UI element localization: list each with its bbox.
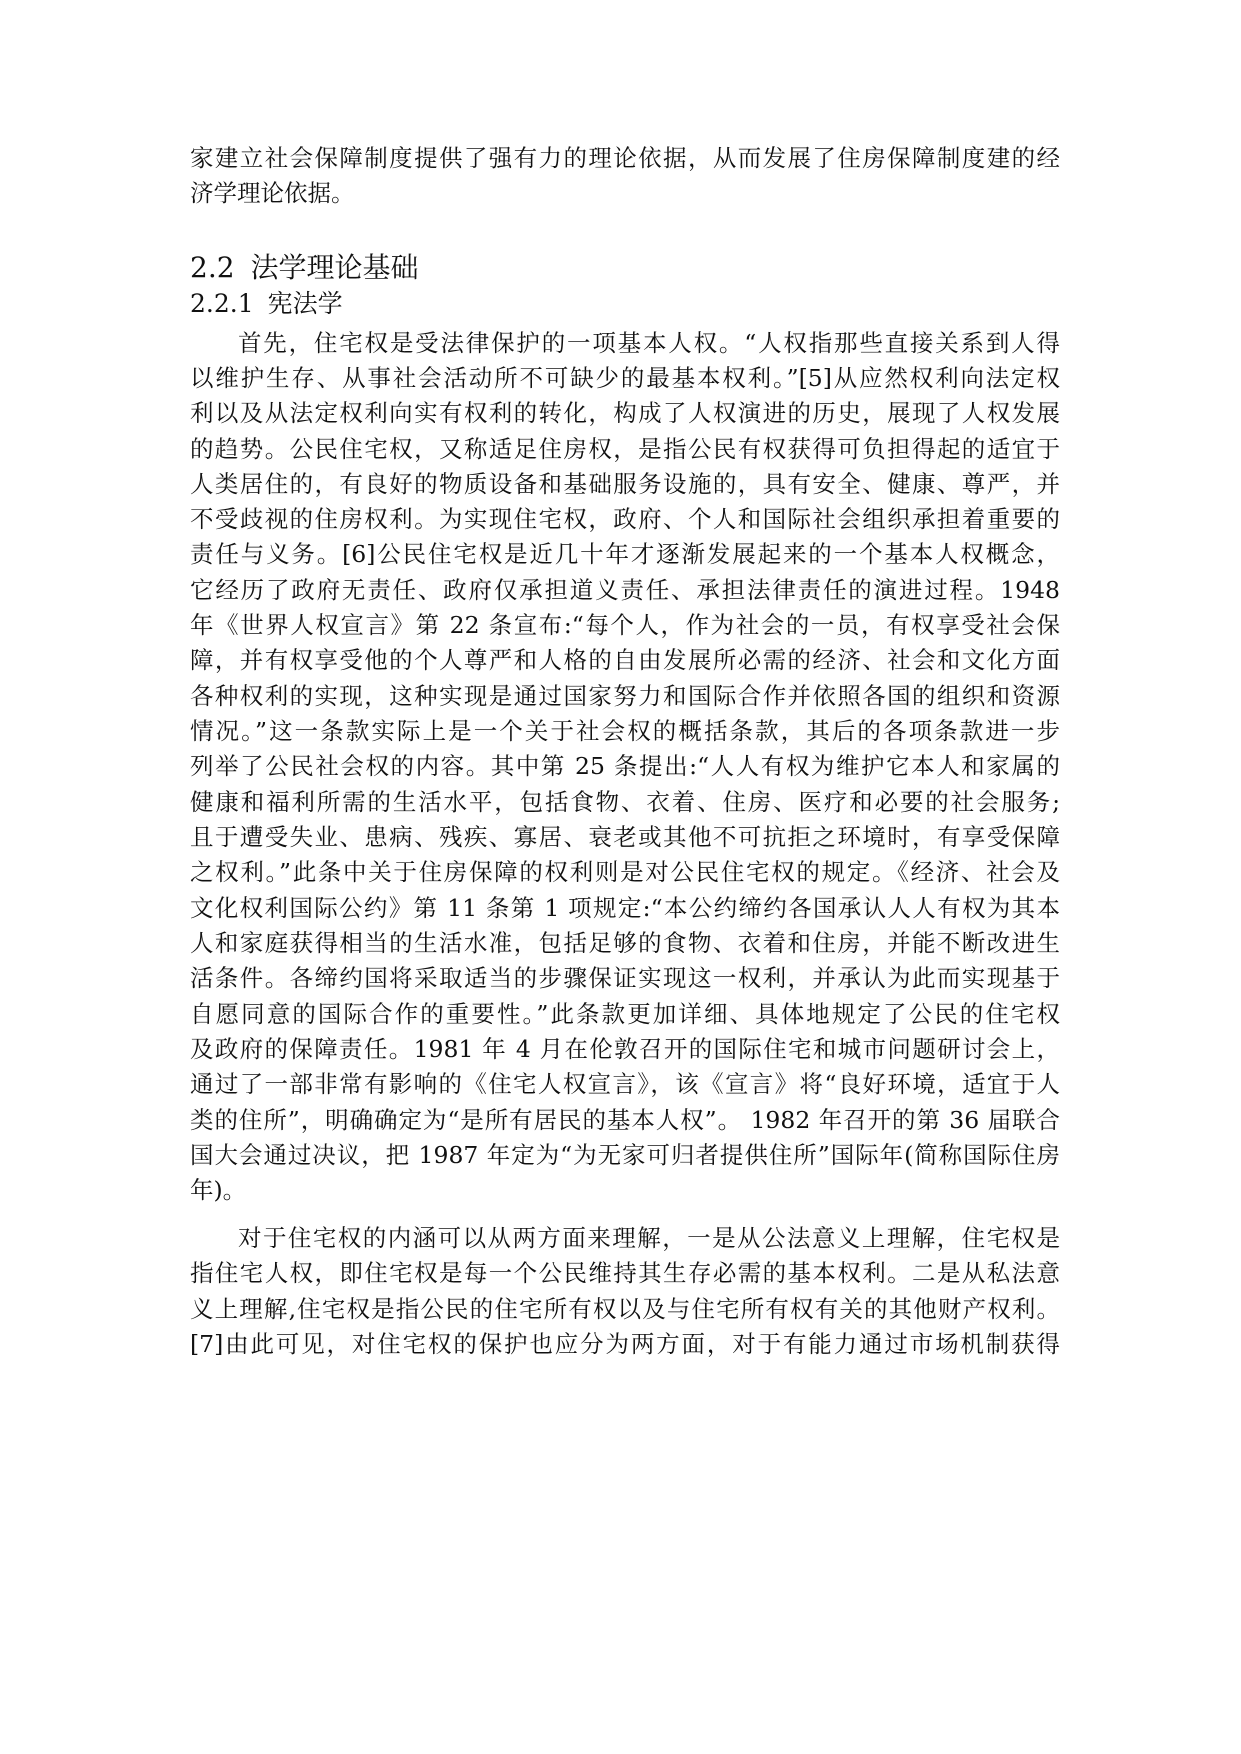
text-line: 年《世界人权宣言》第 22 条宣布:“每个人，作为社会的一员，有权享受社会保 (190, 611, 1060, 639)
text-line: 情况。”这一条款实际上是一个关于社会权的概括条款，其后的各项条款进一步 (190, 717, 1060, 745)
text-line: 文化权利国际公约》第 11 条第 1 项规定:“本公约缔约各国承认人人有权为其本 (190, 894, 1060, 922)
text-line: 人类居住的，有良好的物质设备和基础服务设施的，具有安全、健康、尊严，并 (190, 470, 1060, 498)
text-line: 义上理解,住宅权是指公民的住宅所有权以及与住宅所有权有关的其他财产权利。 (190, 1295, 1060, 1323)
text-line: 通过了一部非常有影响的《住宅人权宣言》，该《宣言》将“良好环境，适宜于人 (190, 1070, 1060, 1098)
text-line: 健康和福利所需的生活水平，包括食物、衣着、住房、医疗和必要的社会服务; (190, 788, 1060, 816)
text-line: 年)。 (190, 1176, 247, 1204)
text-line: 不受歧视的住房权利。为实现住宅权，政府、个人和国际社会组织承担着重要的 (190, 505, 1060, 533)
text-line: 首先，住宅权是受法律保护的一项基本人权。“人权指那些直接关系到人得 (238, 329, 1060, 357)
text-line: 的趋势。公民住宅权，又称适足住房权，是指公民有权获得可负担得起的适宜于 (190, 435, 1060, 463)
text-line: 及政府的保障责任。1981 年 4 月在伦敦召开的国际住宅和城市问题研讨会上， (190, 1035, 1060, 1063)
text-line: 家建立社会保障制度提供了强有力的理论依据，从而发展了住房保障制度建的经 (190, 144, 1060, 172)
text-line: 列举了公民社会权的内容。其中第 25 条提出:“人人有权为维护它本人和家属的 (190, 752, 1060, 780)
text-line: 责任与义务。[6]公民住宅权是近几十年才逐渐发展起来的一个基本人权概念， (190, 540, 1060, 568)
text-line: 国大会通过决议，把 1987 年定为“为无家可归者提供住所”国际年(简称国际住房 (190, 1141, 1060, 1169)
text-line: 各种权利的实现，这种实现是通过国家努力和国际合作并依照各国的组织和资源 (190, 682, 1060, 710)
text-line: 它经历了政府无责任、政府仅承担道义责任、承担法律责任的演进过程。1948 (190, 576, 1060, 604)
text-line: 人和家庭获得相当的生活水准，包括足够的食物、衣着和住房，并能不断改进生 (190, 929, 1060, 957)
text-line: 利以及从法定权利向实有权利的转化，构成了人权演进的历史，展现了人权发展 (190, 399, 1060, 427)
text-line: 指住宅人权，即住宅权是每一个公民维持其生存必需的基本权利。二是从私法意 (190, 1259, 1060, 1287)
text-line: 之权利。”此条中关于住房保障的权利则是对公民住宅权的规定。《经济、社会及 (190, 858, 1060, 886)
subsection-heading-2-2-1 (190, 288, 343, 320)
subsection-number: 2.2.1 (190, 289, 254, 318)
text-line: 以维护生存、从事社会活动所不可缺少的最基本权利。”[5]从应然权利向法定权 (190, 364, 1060, 392)
text-line: 活条件。各缔约国将采取适当的步骤保证实现这一权利，并承认为此而实现基于 (190, 964, 1060, 992)
subsection-title: 宪法学 (267, 289, 343, 318)
section-title: 法学理论基础 (250, 251, 419, 284)
section-heading-2-2 (190, 250, 419, 286)
text-line: 类的住所”，明确确定为“是所有居民的基本人权”。 1982 年召开的第 36 届联合 (190, 1106, 1060, 1134)
text-line: 且于遭受失业、患病、残疾、寡居、衰老或其他不可抗拒之环境时，有享受保障 (190, 823, 1060, 851)
text-line: [7]由此可见，对住宅权的保护也应分为两方面，对于有能力通过市场机制获得 (190, 1330, 1060, 1358)
text-line: 自愿同意的国际合作的重要性。”此条款更加详细、具体地规定了公民的住宅权 (190, 1000, 1060, 1028)
text-line: 济学理论依据。 (190, 179, 355, 207)
text-line: 障，并有权享受他的个人尊严和人格的自由发展所必需的经济、社会和文化方面 (190, 646, 1060, 674)
text-line: 对于住宅权的内涵可以从两方面来理解，一是从公法意义上理解，住宅权是 (238, 1224, 1060, 1252)
section-number: 2.2 (190, 251, 235, 284)
